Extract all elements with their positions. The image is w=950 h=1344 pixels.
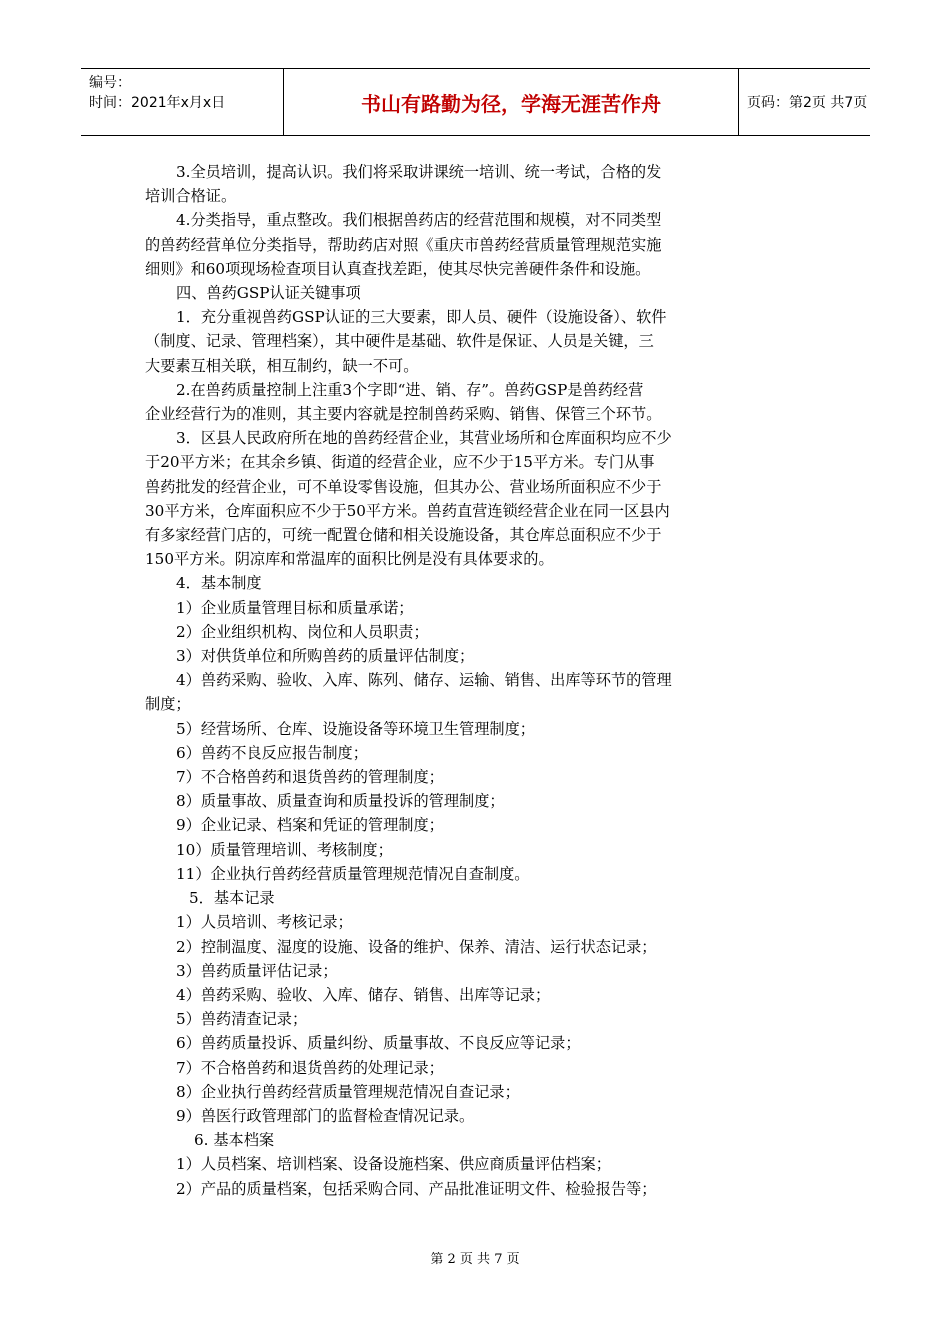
body-paragraph-line: 6. 基本档案	[194, 1131, 275, 1150]
body-paragraph-line: 8）质量事故、质量查询和质量投诉的管理制度；	[176, 792, 505, 811]
body-paragraph-line: 于20平方米；在其余乡镇、街道的经营企业，应不少于15平方米。专门从事	[145, 453, 655, 472]
body-paragraph-line: 4．基本制度	[176, 574, 262, 593]
body-paragraph-line: 5）兽药清查记录；	[176, 1010, 308, 1029]
body-paragraph-line: 9）企业记录、档案和凭证的管理制度；	[176, 816, 444, 835]
body-paragraph-line: 10）质量管理培训、考核制度；	[176, 840, 393, 859]
body-paragraph-line: 培训合格证。	[145, 187, 237, 206]
body-paragraph-line: 9）兽医行政管理部门的监督检查情况记录。	[176, 1106, 475, 1125]
body-paragraph-line: 3.全员培训，提高认识。我们将采取讲课统一培训、统一考试，合格的发	[176, 163, 662, 181]
body-paragraph-line: 6）兽药不良反应报告制度；	[176, 743, 368, 762]
body-paragraph-line: 4.分类指导，重点整改。我们根据兽药店的经营范围和规模，对不同类型	[176, 211, 662, 230]
page-footer: 第 2 页 共 7 页	[430, 1252, 520, 1267]
body-paragraph-line: 5）经营场所、仓库、设施设备等环境卫生管理制度；	[176, 719, 535, 738]
body-paragraph-line: 1）人员培训、考核记录；	[176, 913, 353, 932]
body-paragraph-line: 2）控制温度、湿度的设施、设备的维护、保养、清洁、运行状态记录；	[176, 937, 657, 956]
body-paragraph-line: 制度；	[145, 695, 191, 714]
header-motto: 书山有路勤为径，学海无涯苦作舟	[284, 69, 739, 135]
body-paragraph-line: 四、兽药GSP认证关键事项	[176, 284, 361, 303]
body-paragraph-line: 2）企业组织机构、岗位和人员职责；	[176, 622, 429, 641]
body-paragraph-line: 4）兽药采购、验收、入库、陈列、储存、运输、销售、出库等环节的管理	[176, 671, 672, 690]
body-paragraph-line: 8）企业执行兽药经营质量管理规范情况自查记录；	[176, 1082, 520, 1101]
body-paragraph-line: 3）兽药质量评估记录；	[176, 961, 338, 980]
document-header	[81, 68, 870, 136]
body-paragraph-line: 1）企业质量管理目标和质量承诺；	[176, 598, 414, 617]
body-paragraph-line: 11）企业执行兽药经营质量管理规范情况自查制度。	[176, 864, 530, 883]
body-paragraph-line: 兽药批发的经营企业，可不单设零售设施，但其办公、营业场所面积应不少于	[145, 477, 662, 496]
body-paragraph-line: 3．区县人民政府所在地的兽药经营企业，其营业场所和仓库面积均应不少	[176, 429, 672, 448]
document-body	[145, 160, 810, 1201]
document-time-label: 时间：2021年x月x日	[89, 95, 226, 111]
body-paragraph-line: 3）对供货单位和所购兽药的质量评估制度；	[176, 647, 475, 666]
body-paragraph-line: （制度、记录、管理档案），其中硬件是基础、软件是保证、人员是关键，三	[145, 332, 654, 351]
document-number-label: 编号：	[89, 75, 131, 91]
body-paragraph-line: 的兽药经营单位分类指导，帮助药店对照《重庆市兽药经营质量管理规范实施	[145, 235, 662, 254]
body-paragraph-line: 5．基本记录	[189, 889, 275, 908]
body-paragraph-line: 1．充分重视兽药GSP认证的三大要素，即人员、硬件（设施设备）、软件	[176, 308, 667, 327]
body-paragraph-line: 大要素互相关联，相互制约，缺一不可。	[145, 356, 419, 375]
body-paragraph-line: 7）不合格兽药和退货兽药的处理记录；	[176, 1058, 444, 1077]
header-page-info: 页码：第2页 共7页	[747, 95, 868, 111]
body-paragraph-line: 2）产品的质量档案，包括采购合同、产品批准证明文件、检验报告等；	[176, 1179, 657, 1198]
body-paragraph-line: 有多家经营门店的，可统一配置仓储和相关设施设备，其仓库总面积应不少于	[145, 526, 662, 545]
body-paragraph-line: 1）人员档案、培训档案、设备设施档案、供应商质量评估档案；	[176, 1155, 611, 1174]
body-paragraph-line: 150平方米。阴凉库和常温库的面积比例是没有具体要求的。	[145, 550, 554, 569]
body-paragraph-line: 7）不合格兽药和退货兽药的管理制度；	[176, 768, 444, 787]
body-paragraph-line: 企业经营行为的准则，其主要内容就是控制兽药采购、销售、保管三个环节。	[145, 405, 662, 424]
body-paragraph-line: 2.在兽药质量控制上注重3个字即“进、销、存”。兽药GSP是兽药经营	[176, 380, 644, 399]
header-meta	[81, 69, 284, 135]
body-paragraph-line: 30平方米，仓库面积应不少于50平方米。兽药直营连锁经营企业在同一区县内	[145, 501, 670, 520]
body-paragraph-line: 4）兽药采购、验收、入库、储存、销售、出库等记录；	[176, 985, 551, 1004]
body-paragraph-line: 细则》和60项现场检查项目认真查找差距，使其尽快完善硬件条件和设施。	[145, 259, 651, 278]
body-paragraph-line: 6）兽药质量投诉、质量纠纷、质量事故、不良反应等记录；	[176, 1034, 581, 1053]
